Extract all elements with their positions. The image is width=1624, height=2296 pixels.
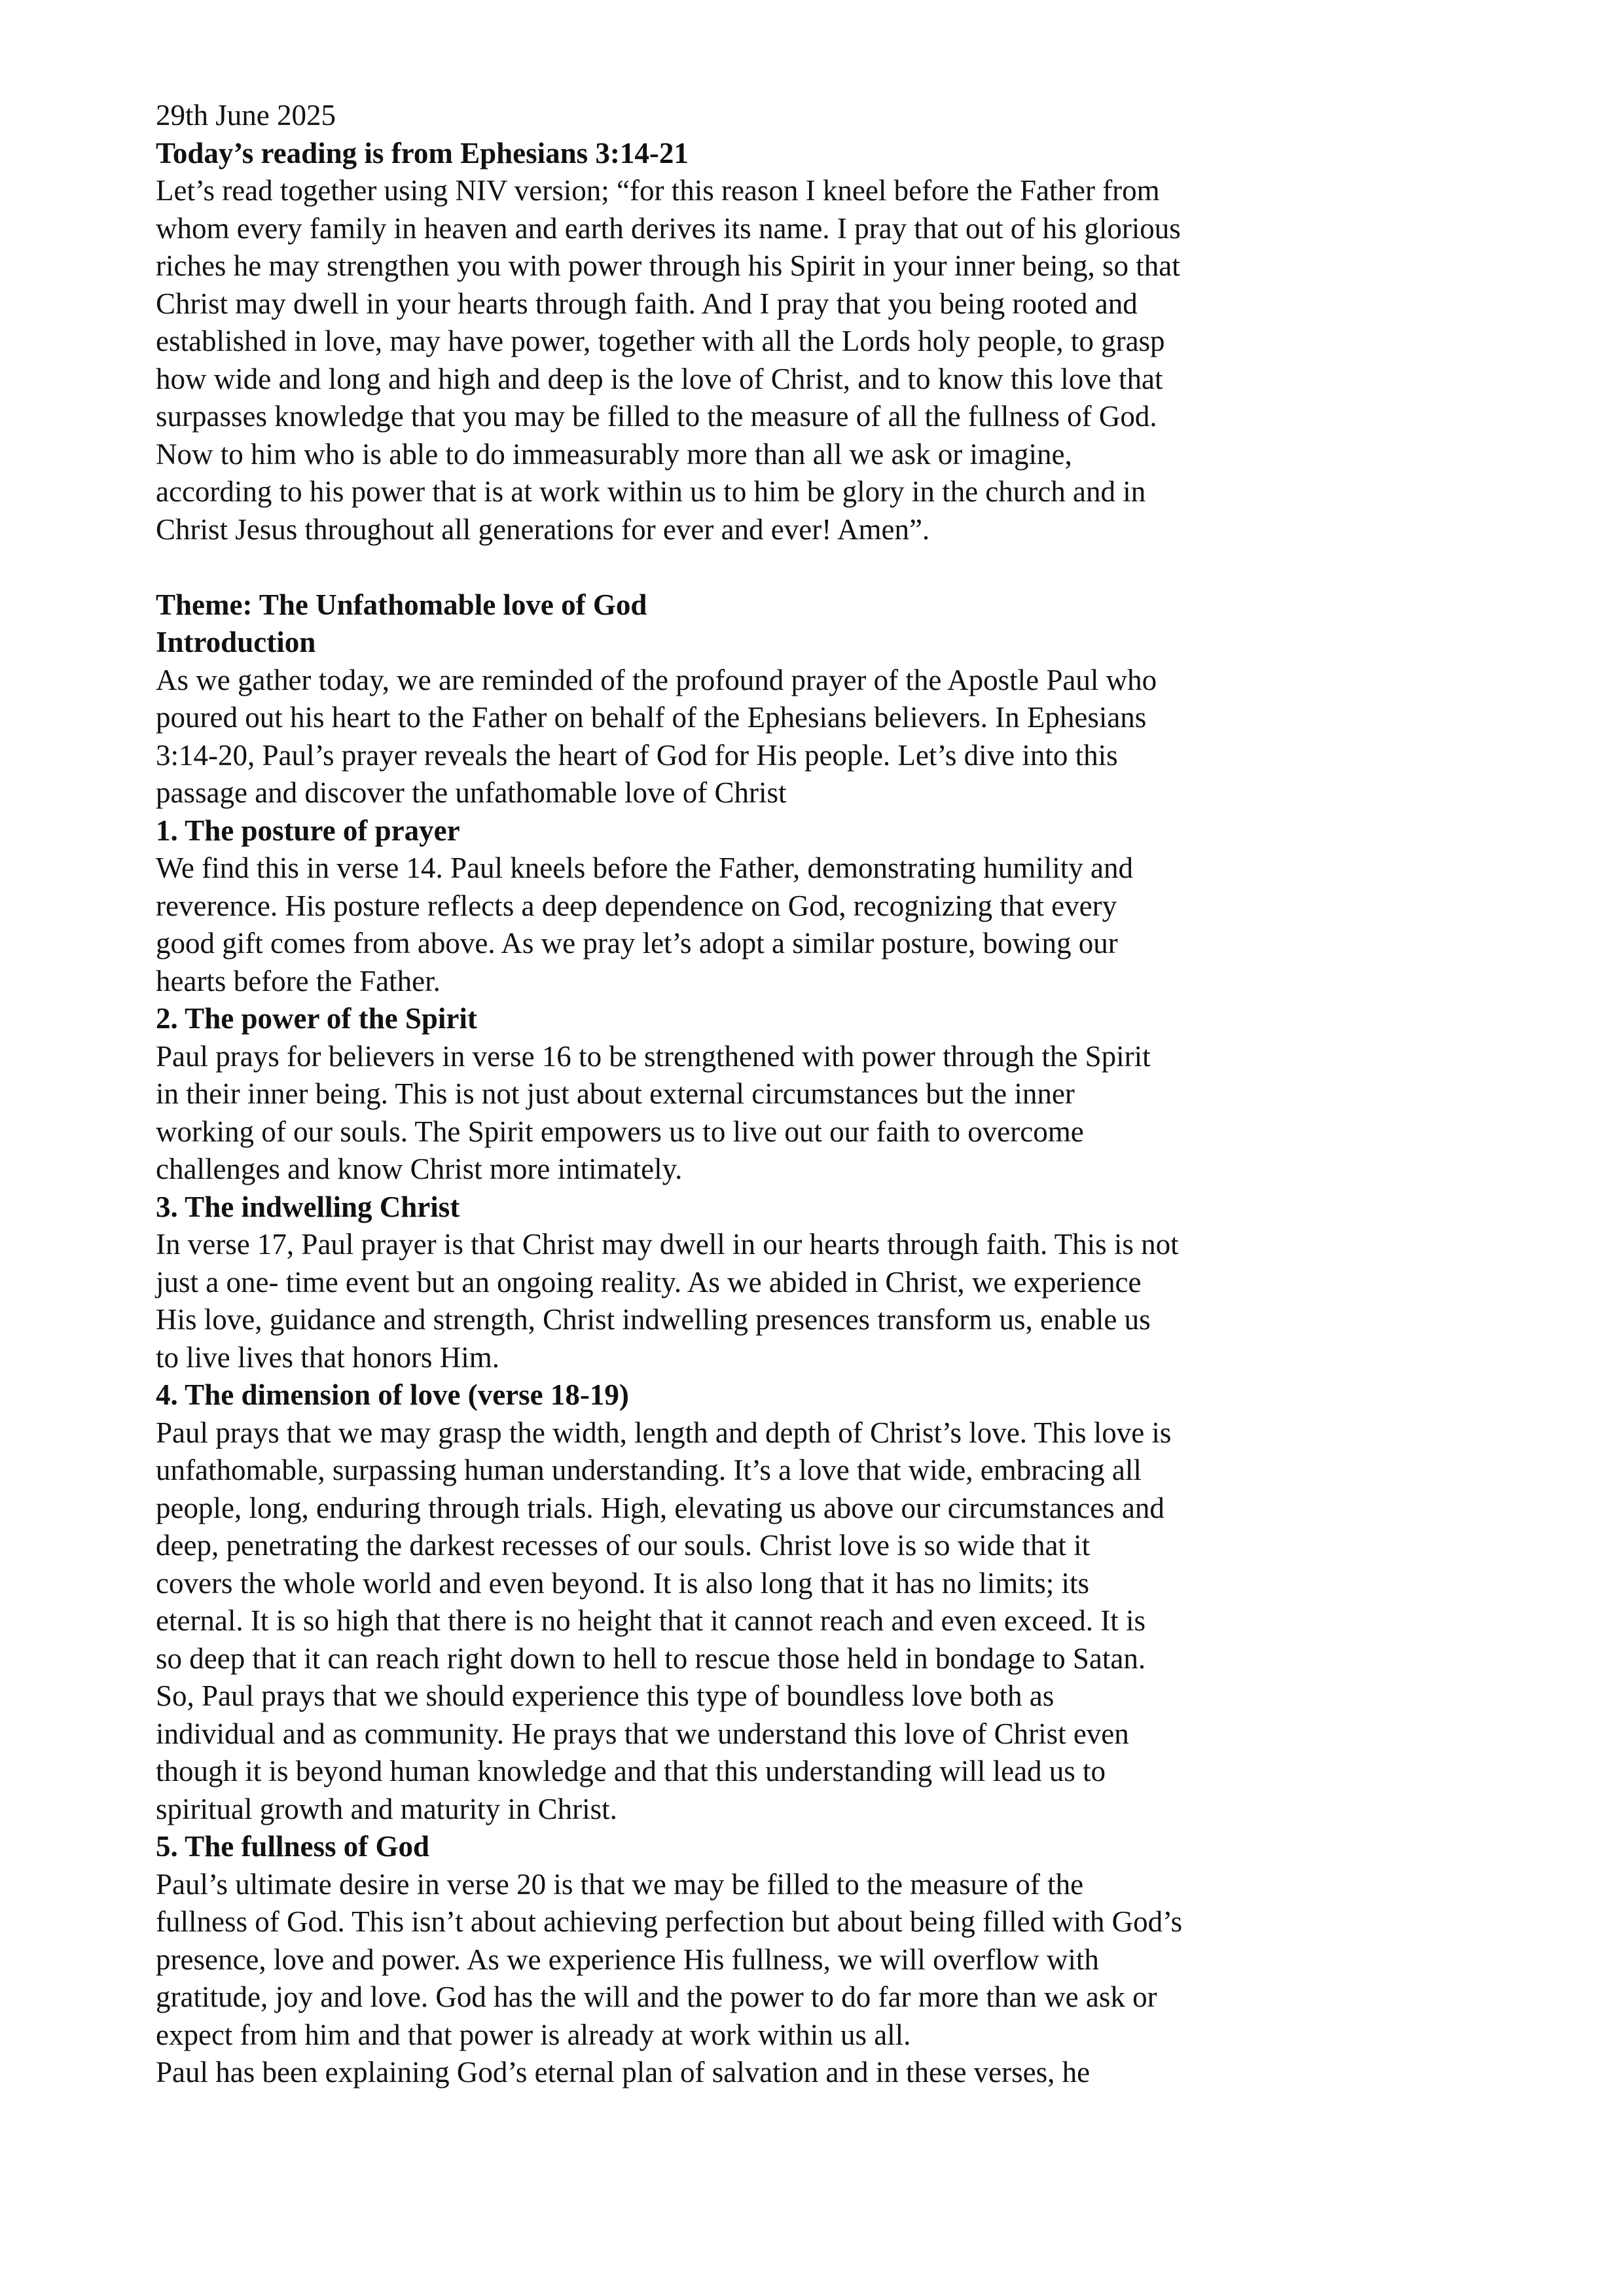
section-indwelling-christ <box>156 1189 1334 1377</box>
section-line: reverence. His posture reflects a deep dependence on God, recognizing that every <box>156 889 1117 922</box>
section-line: covers the whole world and even beyond. It is also long that it has no limits; its <box>156 1566 1090 1600</box>
section-line: expect from him and that power is already at work within us all. <box>156 2018 911 2051</box>
reading-line: Christ Jesus throughout all generations for ever and ever! Amen”. <box>156 512 930 546</box>
section-line: people, long, enduring through trials. High, elevating us above our circumstances and <box>156 1491 1164 1524</box>
section-line: Paul prays for believers in verse 16 to be strengthened with power through the Spirit <box>156 1039 1151 1073</box>
section-line: so deep that it can reach right down to hell to rescue those held in bondage to Satan. <box>156 1641 1146 1675</box>
section-line: In verse 17, Paul prayer is that Christ may dwell in our hearts through faith. This is not <box>156 1228 1179 1261</box>
section-line: individual and as community. He prays that we understand this love of Christ even <box>156 1717 1129 1750</box>
reading-line: how wide and long and high and deep is the love of Christ, and to know this love that <box>156 362 1163 395</box>
section-line: Paul’s ultimate desire in verse 20 is that we may be filled to the measure of the <box>156 1867 1084 1901</box>
intro-line: As we gather today, we are reminded of the profound prayer of the Apostle Paul who <box>156 663 1157 696</box>
section-line: to live lives that honors Him. <box>156 1340 499 1374</box>
reading-line: surpasses knowledge that you may be filled to the measure of all the fullness of God. <box>156 400 1157 433</box>
reading-passage <box>156 172 1334 548</box>
section-line: deep, penetrating the darkest recesses of our souls. Christ love is so wide that it <box>156 1529 1091 1562</box>
section-dimension-of-love <box>156 1376 1334 1828</box>
section-heading: 5. The fullness of God <box>156 1830 430 1863</box>
section-line: unfathomable, surpassing human understanding. It’s a love that wide, embracing all <box>156 1454 1142 1486</box>
section-line: though it is beyond human knowledge and that this understanding will lead us to <box>156 1755 1106 1787</box>
section-line: hearts before the Father. <box>156 964 441 997</box>
section-line: So, Paul prays that we should experience this type of boundless love both as <box>156 1679 1055 1712</box>
section-line: We find this in verse 14. Paul kneels before the Father, demonstrating humility and <box>156 852 1133 884</box>
section-line: Paul has been explaining God’s eternal plan of salvation and in these verses, he <box>156 2056 1091 2089</box>
section-power-of-the-spirit <box>156 1000 1334 1189</box>
reading-line: Now to him who is able to do immeasurably more than all we ask or imagine, <box>156 437 1072 471</box>
section-line: fullness of God. This isn’t about achieving perfection but about being filled with God’s <box>156 1905 1183 1938</box>
section-heading: 2. The power of the Spirit <box>156 1002 477 1035</box>
section-heading: 3. The indwelling Christ <box>156 1190 460 1223</box>
section-line: eternal. It is so high that there is no height that it cannot reach and even exceed. It is <box>156 1604 1146 1637</box>
intro-line: passage and discover the unfathomable love of Christ <box>156 776 787 809</box>
paragraph-gap <box>156 548 1334 586</box>
document-date: 29th June 2025 <box>156 99 336 132</box>
section-line: His love, guidance and strength, Christ indwelling presences transform us, enable us <box>156 1303 1151 1336</box>
introduction-paragraph <box>156 662 1334 812</box>
reading-line: established in love, may have power, together with all the Lords holy people, to grasp <box>156 325 1165 357</box>
section-line: just a one- time event but an ongoing reality. As we abided in Christ, we experience <box>156 1265 1142 1299</box>
introduction-heading: Introduction <box>156 626 316 658</box>
section-line: challenges and know Christ more intimately. <box>156 1153 683 1185</box>
section-line: in their inner being. This is not just about external circumstances but the inner <box>156 1077 1075 1110</box>
reading-line: Let’s read together using NIV version; “for this reason I kneel before the Father from <box>156 174 1160 207</box>
reading-line: whom every family in heaven and earth derives its name. I pray that out of his glorious <box>156 211 1181 245</box>
section-heading: 4. The dimension of love (verse 18-19) <box>156 1378 629 1411</box>
theme-heading: Theme: The Unfathomable love of God <box>156 588 647 621</box>
section-line: Paul prays that we may grasp the width, length and depth of Christ’s love. This love is <box>156 1416 1172 1449</box>
reading-line: riches he may strengthen you with power through his Spirit in your inner being, so that <box>156 249 1180 282</box>
section-line: working of our souls. The Spirit empowers us to live out our faith to overcome <box>156 1115 1084 1148</box>
intro-line: poured out his heart to the Father on behalf of the Ephesians believers. In Ephesians <box>156 701 1147 734</box>
section-line: presence, love and power. As we experience His fullness, we will overflow with <box>156 1943 1099 1976</box>
section-heading: 1. The posture of prayer <box>156 814 460 847</box>
document-page <box>156 97 1334 2092</box>
reading-line: according to his power that is at work within us to him be glory in the church and in <box>156 475 1146 508</box>
reading-line: Christ may dwell in your hearts through faith. And I pray that you being rooted and <box>156 287 1138 320</box>
section-line: spiritual growth and maturity in Christ. <box>156 1792 617 1825</box>
section-fullness-of-god <box>156 1828 1334 2092</box>
intro-line: 3:14-20, Paul’s prayer reveals the heart of God for His people. Let’s dive into this <box>156 738 1118 772</box>
section-line: good gift comes from above. As we pray let’s adopt a similar posture, bowing our <box>156 927 1118 960</box>
section-line: gratitude, joy and love. God has the will and the power to do far more than we ask or <box>156 1981 1157 2013</box>
section-posture-of-prayer <box>156 812 1334 1001</box>
reading-heading: Today’s reading is from Ephesians 3:14-21 <box>156 136 689 170</box>
